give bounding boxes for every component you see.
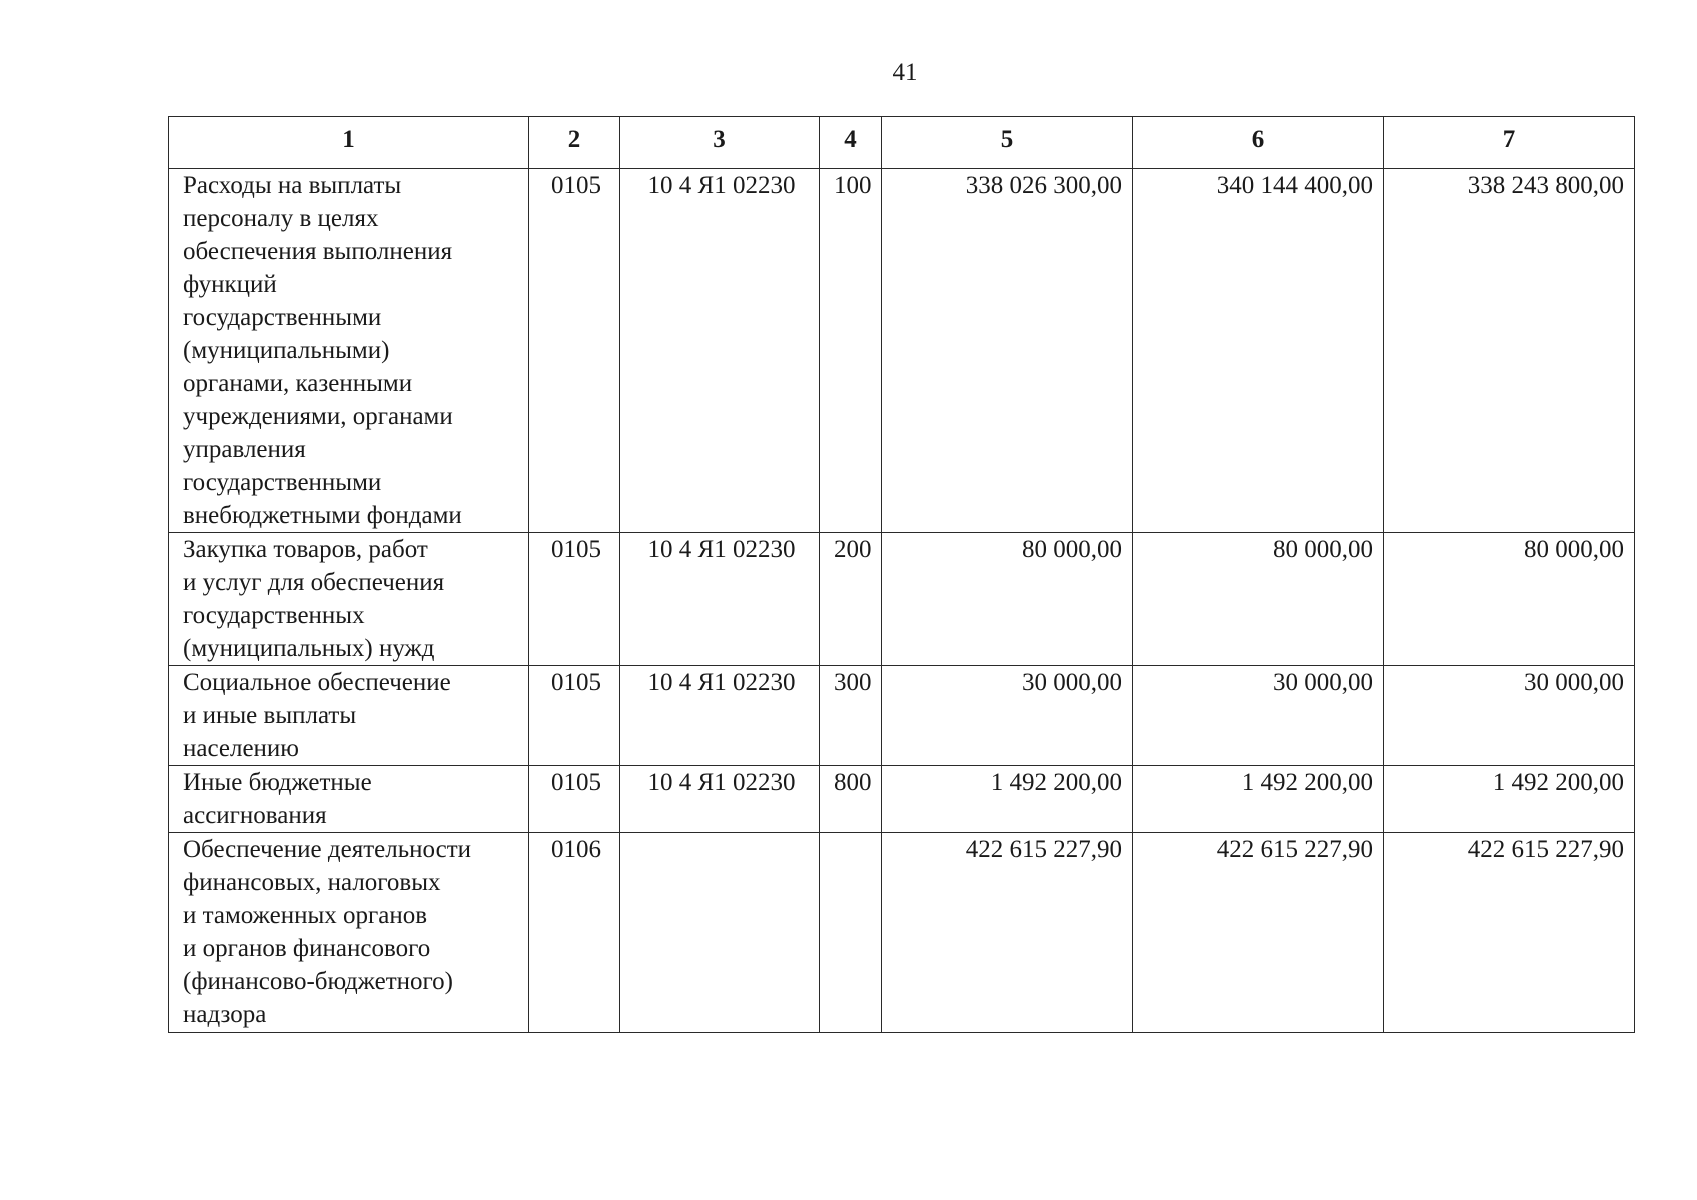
- table-row: [169, 766, 1635, 833]
- amount-col7: 422 615 227,90: [1384, 833, 1635, 1033]
- table-header-row: [169, 117, 1635, 169]
- target-article-code: 10 4 Я1 02230: [620, 169, 820, 533]
- column-header: 2: [529, 117, 620, 169]
- expense-name-line: (муниципальными): [183, 337, 390, 364]
- amount-col7: 80 000,00: [1384, 533, 1635, 666]
- expense-name-line: Социальное обеспечение: [183, 669, 451, 696]
- expense-name-line: функций: [183, 271, 277, 298]
- amount-col7: 1 492 200,00: [1384, 766, 1635, 833]
- expense-type-code: 200: [820, 533, 882, 666]
- expense-name-line: внебюджетными фондами: [183, 502, 462, 529]
- column-header: 7: [1384, 117, 1635, 169]
- expense-name-line: обеспечения выполнения: [183, 238, 453, 265]
- amount-col6: 1 492 200,00: [1133, 766, 1384, 833]
- expense-name-line: и услуг для обеспечения: [183, 569, 445, 596]
- amount-col5: 338 026 300,00: [882, 169, 1133, 533]
- amount-col5: 30 000,00: [882, 666, 1133, 766]
- expense-name-line: управления: [183, 436, 306, 463]
- amount-col6: 80 000,00: [1133, 533, 1384, 666]
- expense-name-line: (финансово-бюджетного): [183, 968, 453, 995]
- expense-name: [169, 833, 529, 1033]
- budget-table: [168, 116, 1635, 1033]
- section-code: 0105: [529, 169, 620, 533]
- expense-name: [169, 533, 529, 666]
- column-header: 5: [882, 117, 1133, 169]
- column-header: 6: [1133, 117, 1384, 169]
- expense-name: [169, 766, 529, 833]
- column-header: 3: [620, 117, 820, 169]
- section-code: 0106: [529, 833, 620, 1033]
- expense-type-code: [820, 833, 882, 1033]
- table-row: [169, 833, 1635, 1033]
- expense-name-line: государственными: [183, 469, 382, 496]
- amount-col7: 338 243 800,00: [1384, 169, 1635, 533]
- expense-name-line: органами, казенными: [183, 370, 413, 397]
- table-row: [169, 533, 1635, 666]
- expense-name-line: финансовых, налоговых: [183, 869, 441, 896]
- section-code: 0105: [529, 533, 620, 666]
- page-number: 41: [892, 59, 918, 86]
- expense-name-line: государственных: [183, 602, 365, 629]
- expense-type-code: 100: [820, 169, 882, 533]
- target-article-code: 10 4 Я1 02230: [620, 533, 820, 666]
- section-code: 0105: [529, 766, 620, 833]
- expense-name-line: Закупка товаров, работ: [183, 536, 428, 563]
- expense-name-line: ассигнования: [183, 802, 327, 829]
- expense-name-line: и иные выплаты: [183, 702, 357, 729]
- amount-col6: 30 000,00: [1133, 666, 1384, 766]
- expense-name: [169, 666, 529, 766]
- expense-name-line: и органов финансового: [183, 935, 431, 962]
- expense-name-line: надзора: [183, 1001, 267, 1028]
- section-code: 0105: [529, 666, 620, 766]
- amount-col7: 30 000,00: [1384, 666, 1635, 766]
- expense-name-line: Иные бюджетные: [183, 769, 372, 796]
- expense-name-line: персоналу в целях: [183, 205, 379, 232]
- expense-type-code: 300: [820, 666, 882, 766]
- expense-type-code: 800: [820, 766, 882, 833]
- expense-name-line: учреждениями, органами: [183, 403, 453, 430]
- target-article-code: [620, 833, 820, 1033]
- amount-col6: 340 144 400,00: [1133, 169, 1384, 533]
- column-header: 4: [820, 117, 882, 169]
- table-row: [169, 169, 1635, 533]
- column-header: 1: [169, 117, 529, 169]
- expense-name-line: Обеспечение деятельности: [183, 836, 472, 863]
- expense-name-line: населению: [183, 735, 299, 762]
- amount-col5: 1 492 200,00: [882, 766, 1133, 833]
- amount-col5: 80 000,00: [882, 533, 1133, 666]
- expense-name-line: (муниципальных) нужд: [183, 635, 435, 662]
- expense-name-line: и таможенных органов: [183, 902, 428, 929]
- target-article-code: 10 4 Я1 02230: [620, 666, 820, 766]
- target-article-code: 10 4 Я1 02230: [620, 766, 820, 833]
- expense-name: [169, 169, 529, 533]
- amount-col5: 422 615 227,90: [882, 833, 1133, 1033]
- expense-name-line: Расходы на выплаты: [183, 172, 402, 199]
- table-row: [169, 666, 1635, 766]
- amount-col6: 422 615 227,90: [1133, 833, 1384, 1033]
- expense-name-line: государственными: [183, 304, 382, 331]
